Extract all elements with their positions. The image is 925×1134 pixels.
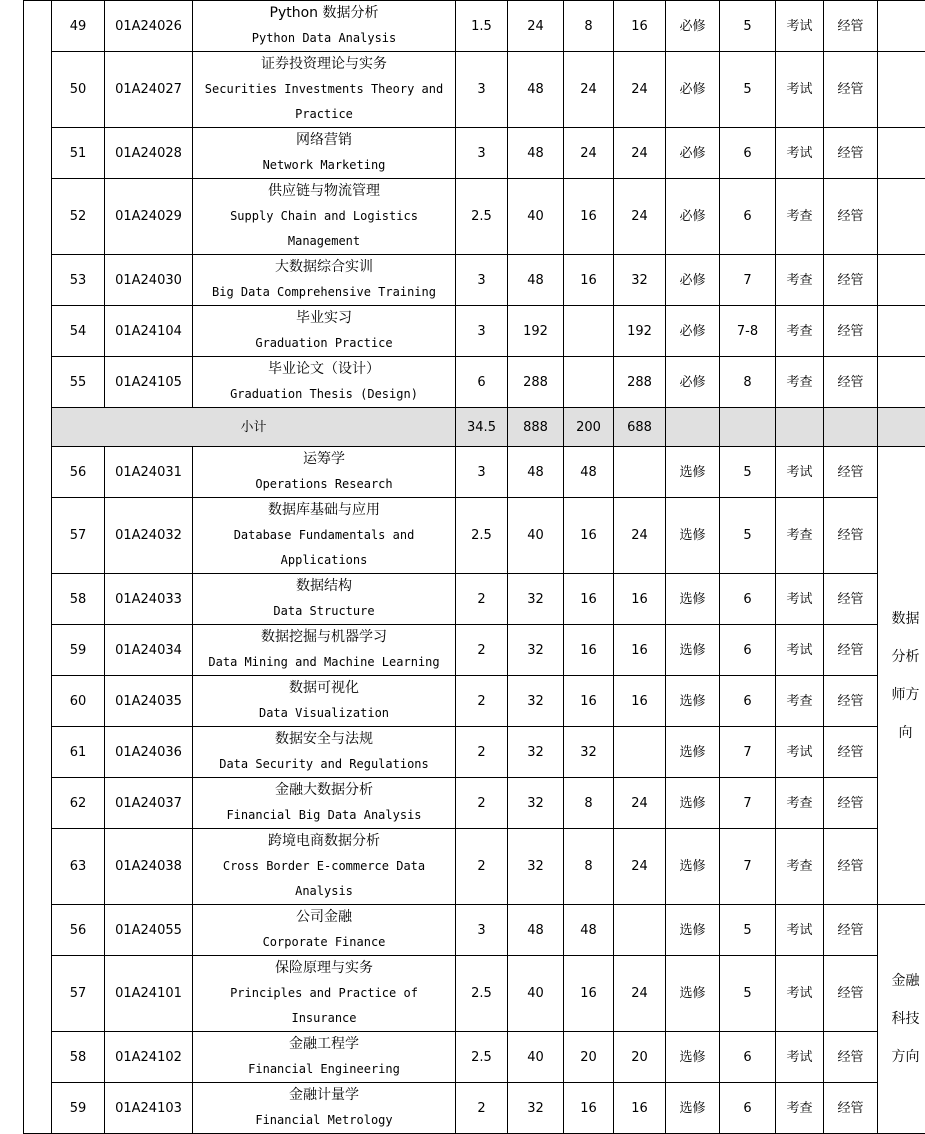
table-row (24, 676, 925, 727)
course-name-en: Financial Big Data Analysis (194, 803, 454, 828)
total-hours: 48 (508, 255, 564, 306)
assessment: 考查 (776, 676, 824, 727)
course-code: 01A24030 (105, 255, 193, 306)
row-number: 49 (52, 1, 105, 52)
theory-hours: 24 (564, 52, 614, 128)
subtotal-theory: 200 (564, 408, 614, 447)
practice-hours: 24 (614, 498, 666, 574)
total-hours: 48 (508, 52, 564, 128)
semester: 7 (720, 829, 776, 905)
course-code: 01A24027 (105, 52, 193, 128)
category-cell (24, 1, 52, 1134)
department: 经管 (824, 255, 878, 306)
semester: 5 (720, 447, 776, 498)
course-name-zh: 金融工程学 (194, 1032, 454, 1057)
course-type: 选修 (666, 905, 720, 956)
course-name-en: Principles and Practice of Insurance (194, 981, 454, 1031)
course-name-zh: 保险原理与实务 (194, 956, 454, 981)
course-name (193, 52, 456, 128)
theory-hours: 16 (564, 574, 614, 625)
department: 经管 (824, 498, 878, 574)
course-name (193, 306, 456, 357)
row-number: 56 (52, 447, 105, 498)
credit: 2 (456, 574, 508, 625)
department: 经管 (824, 574, 878, 625)
course-type: 选修 (666, 574, 720, 625)
course-code: 01A24028 (105, 128, 193, 179)
course-name (193, 905, 456, 956)
theory-hours: 8 (564, 1, 614, 52)
assessment: 考查 (776, 829, 824, 905)
practice-hours: 16 (614, 1, 666, 52)
table-row (24, 905, 925, 956)
row-number: 50 (52, 52, 105, 128)
row-number: 59 (52, 625, 105, 676)
course-name-zh: 数据安全与法规 (194, 727, 454, 752)
practice-hours: 24 (614, 778, 666, 829)
course-name-en: Data Mining and Machine Learning (194, 650, 454, 675)
course-name-zh: 证券投资理论与实务 (194, 52, 454, 77)
course-name-en: Operations Research (194, 472, 454, 497)
direction-cell (878, 179, 925, 255)
semester: 6 (720, 179, 776, 255)
practice-hours: 24 (614, 829, 666, 905)
semester: 7 (720, 778, 776, 829)
course-name (193, 956, 456, 1032)
assessment: 考查 (776, 357, 824, 408)
credit: 3 (456, 447, 508, 498)
department: 经管 (824, 676, 878, 727)
course-name-zh: 大数据综合实训 (194, 255, 454, 280)
course-name (193, 1032, 456, 1083)
semester: 5 (720, 52, 776, 128)
course-code: 01A24029 (105, 179, 193, 255)
course-type: 必修 (666, 52, 720, 128)
assessment: 考试 (776, 128, 824, 179)
theory-hours (564, 306, 614, 357)
total-hours: 32 (508, 676, 564, 727)
department: 经管 (824, 128, 878, 179)
course-code: 01A24035 (105, 676, 193, 727)
practice-hours (614, 447, 666, 498)
credit: 3 (456, 306, 508, 357)
table-row (24, 255, 925, 306)
subtotal-total: 888 (508, 408, 564, 447)
row-number: 58 (52, 1032, 105, 1083)
credit: 2 (456, 727, 508, 778)
semester: 8 (720, 357, 776, 408)
subtotal-empty (824, 408, 878, 447)
credit: 2 (456, 1083, 508, 1134)
course-type: 选修 (666, 498, 720, 574)
table-body (24, 1, 925, 1134)
table-row (24, 52, 925, 128)
table-row (24, 306, 925, 357)
direction-cell (878, 1, 925, 52)
table-row (24, 956, 925, 1032)
course-name-en: Data Structure (194, 599, 454, 624)
course-name-en: Database Fundamentals and Applications (194, 523, 454, 573)
department: 经管 (824, 905, 878, 956)
total-hours: 48 (508, 128, 564, 179)
credit: 2 (456, 676, 508, 727)
course-name-zh: 供应链与物流管理 (194, 179, 454, 204)
curriculum-table (23, 0, 925, 1134)
course-code: 01A24032 (105, 498, 193, 574)
table-row (24, 357, 925, 408)
course-code: 01A24102 (105, 1032, 193, 1083)
department: 经管 (824, 1032, 878, 1083)
semester: 5 (720, 1, 776, 52)
course-name-zh: 数据结构 (194, 574, 454, 599)
direction-fintech (878, 905, 925, 1134)
practice-hours: 20 (614, 1032, 666, 1083)
practice-hours: 24 (614, 128, 666, 179)
department: 经管 (824, 447, 878, 498)
course-type: 必修 (666, 357, 720, 408)
assessment: 考查 (776, 498, 824, 574)
course-code: 01A24033 (105, 574, 193, 625)
course-name-en: Network Marketing (194, 153, 454, 178)
credit: 2.5 (456, 498, 508, 574)
table-row (24, 574, 925, 625)
subtotal-empty (666, 408, 720, 447)
credit: 2 (456, 829, 508, 905)
course-code: 01A24105 (105, 357, 193, 408)
credit: 2.5 (456, 956, 508, 1032)
semester: 6 (720, 676, 776, 727)
row-number: 57 (52, 956, 105, 1032)
row-number: 58 (52, 574, 105, 625)
assessment: 考查 (776, 179, 824, 255)
course-code: 01A24104 (105, 306, 193, 357)
course-code: 01A24036 (105, 727, 193, 778)
semester: 7 (720, 255, 776, 306)
course-type: 选修 (666, 1032, 720, 1083)
subtotal-row (24, 408, 925, 447)
course-name-en: Cross Border E-commerce Data Analysis (194, 854, 454, 904)
course-name (193, 357, 456, 408)
course-name (193, 128, 456, 179)
course-name (193, 498, 456, 574)
semester: 5 (720, 956, 776, 1032)
practice-hours: 16 (614, 1083, 666, 1134)
semester: 7 (720, 727, 776, 778)
semester: 6 (720, 1032, 776, 1083)
direction-label: 金融 科技 方向 (892, 973, 920, 1065)
table-row (24, 625, 925, 676)
course-code: 01A24038 (105, 829, 193, 905)
row-number: 63 (52, 829, 105, 905)
row-number: 53 (52, 255, 105, 306)
assessment: 考试 (776, 905, 824, 956)
direction-cell (878, 357, 925, 408)
department: 经管 (824, 625, 878, 676)
practice-hours: 24 (614, 179, 666, 255)
theory-hours: 16 (564, 625, 614, 676)
course-type: 选修 (666, 447, 720, 498)
course-name-zh: 毕业论文（设计） (194, 357, 454, 382)
theory-hours: 8 (564, 778, 614, 829)
table-row (24, 447, 925, 498)
direction-cell (878, 306, 925, 357)
department: 经管 (824, 956, 878, 1032)
course-name (193, 829, 456, 905)
course-name (193, 1083, 456, 1134)
total-hours: 32 (508, 829, 564, 905)
theory-hours: 16 (564, 676, 614, 727)
row-number: 55 (52, 357, 105, 408)
course-name-en: Graduation Thesis (Design) (194, 382, 454, 407)
row-number: 57 (52, 498, 105, 574)
course-type: 必修 (666, 128, 720, 179)
department: 经管 (824, 357, 878, 408)
practice-hours: 16 (614, 574, 666, 625)
theory-hours: 48 (564, 447, 614, 498)
assessment: 考试 (776, 956, 824, 1032)
total-hours: 48 (508, 905, 564, 956)
table-row (24, 778, 925, 829)
subtotal-empty (776, 408, 824, 447)
course-name-zh: 数据库基础与应用 (194, 498, 454, 523)
credit: 3 (456, 255, 508, 306)
practice-hours: 24 (614, 956, 666, 1032)
credit: 2.5 (456, 1032, 508, 1083)
credit: 3 (456, 128, 508, 179)
semester: 6 (720, 1083, 776, 1134)
course-name (193, 255, 456, 306)
course-name-zh: 毕业实习 (194, 306, 454, 331)
theory-hours: 16 (564, 255, 614, 306)
department: 经管 (824, 306, 878, 357)
theory-hours: 16 (564, 498, 614, 574)
department: 经管 (824, 727, 878, 778)
direction-cell (878, 128, 925, 179)
course-type: 选修 (666, 676, 720, 727)
assessment: 考试 (776, 52, 824, 128)
department: 经管 (824, 829, 878, 905)
subtotal-empty (878, 408, 925, 447)
course-name-zh: 跨境电商数据分析 (194, 829, 454, 854)
course-type: 选修 (666, 778, 720, 829)
subtotal-credit: 34.5 (456, 408, 508, 447)
row-number: 52 (52, 179, 105, 255)
credit: 6 (456, 357, 508, 408)
semester: 7-8 (720, 306, 776, 357)
course-type: 选修 (666, 625, 720, 676)
assessment: 考查 (776, 1083, 824, 1134)
practice-hours: 16 (614, 676, 666, 727)
total-hours: 40 (508, 498, 564, 574)
course-type: 选修 (666, 956, 720, 1032)
course-name (193, 676, 456, 727)
practice-hours: 32 (614, 255, 666, 306)
course-name (193, 574, 456, 625)
course-name (193, 727, 456, 778)
total-hours: 32 (508, 625, 564, 676)
credit: 3 (456, 905, 508, 956)
theory-hours: 16 (564, 179, 614, 255)
course-type: 必修 (666, 1, 720, 52)
assessment: 考试 (776, 574, 824, 625)
course-name-en: Financial Metrology (194, 1108, 454, 1133)
semester: 6 (720, 625, 776, 676)
course-code: 01A24055 (105, 905, 193, 956)
total-hours: 32 (508, 778, 564, 829)
course-name-zh: 金融计量学 (194, 1083, 454, 1108)
course-type: 必修 (666, 179, 720, 255)
course-code: 01A24034 (105, 625, 193, 676)
practice-hours: 16 (614, 625, 666, 676)
department: 经管 (824, 52, 878, 128)
department: 经管 (824, 1083, 878, 1134)
row-number: 54 (52, 306, 105, 357)
credit: 2 (456, 625, 508, 676)
course-type: 选修 (666, 829, 720, 905)
course-name-en: Supply Chain and Logistics Management (194, 204, 454, 254)
practice-hours: 192 (614, 306, 666, 357)
course-type: 选修 (666, 727, 720, 778)
total-hours: 288 (508, 357, 564, 408)
course-name (193, 625, 456, 676)
course-name-zh: 数据可视化 (194, 676, 454, 701)
course-type: 选修 (666, 1083, 720, 1134)
table-row (24, 498, 925, 574)
subtotal-label: 小计 (52, 408, 456, 447)
total-hours: 32 (508, 574, 564, 625)
theory-hours: 24 (564, 128, 614, 179)
direction-label: 数据 分析 师方 向 (892, 611, 920, 741)
department: 经管 (824, 179, 878, 255)
course-code: 01A24037 (105, 778, 193, 829)
semester: 6 (720, 574, 776, 625)
course-name-en: Securities Investments Theory and Practice (194, 77, 454, 127)
table-row (24, 128, 925, 179)
course-code: 01A24031 (105, 447, 193, 498)
department: 经管 (824, 1, 878, 52)
course-name-zh: Python 数据分析 (194, 1, 454, 26)
practice-hours: 288 (614, 357, 666, 408)
course-code: 01A24103 (105, 1083, 193, 1134)
theory-hours: 8 (564, 829, 614, 905)
course-name-zh: 网络营销 (194, 128, 454, 153)
row-number: 60 (52, 676, 105, 727)
subtotal-practice: 688 (614, 408, 666, 447)
course-name (193, 1, 456, 52)
total-hours: 24 (508, 1, 564, 52)
direction-data-analyst (878, 447, 925, 905)
theory-hours: 16 (564, 1083, 614, 1134)
credit: 3 (456, 52, 508, 128)
table-row (24, 1032, 925, 1083)
assessment: 考查 (776, 306, 824, 357)
theory-hours: 16 (564, 956, 614, 1032)
row-number: 61 (52, 727, 105, 778)
total-hours: 40 (508, 1032, 564, 1083)
credit: 1.5 (456, 1, 508, 52)
department: 经管 (824, 778, 878, 829)
total-hours: 40 (508, 956, 564, 1032)
theory-hours (564, 357, 614, 408)
table-row (24, 1, 925, 52)
course-type: 必修 (666, 255, 720, 306)
semester: 5 (720, 498, 776, 574)
course-name-en: Data Security and Regulations (194, 752, 454, 777)
assessment: 考试 (776, 447, 824, 498)
course-name-en: Graduation Practice (194, 331, 454, 356)
semester: 5 (720, 905, 776, 956)
course-name-zh: 公司金融 (194, 905, 454, 930)
course-type: 必修 (666, 306, 720, 357)
assessment: 考试 (776, 727, 824, 778)
semester: 6 (720, 128, 776, 179)
table-row (24, 727, 925, 778)
direction-cell (878, 255, 925, 306)
assessment: 考查 (776, 778, 824, 829)
practice-hours: 24 (614, 52, 666, 128)
course-name-en: Data Visualization (194, 701, 454, 726)
course-name-en: Python Data Analysis (194, 26, 454, 51)
assessment: 考查 (776, 255, 824, 306)
theory-hours: 48 (564, 905, 614, 956)
credit: 2.5 (456, 179, 508, 255)
course-name (193, 447, 456, 498)
row-number: 62 (52, 778, 105, 829)
theory-hours: 32 (564, 727, 614, 778)
assessment: 考试 (776, 1032, 824, 1083)
row-number: 59 (52, 1083, 105, 1134)
credit: 2 (456, 778, 508, 829)
table-row (24, 1083, 925, 1134)
theory-hours: 20 (564, 1032, 614, 1083)
assessment: 考试 (776, 1, 824, 52)
total-hours: 32 (508, 1083, 564, 1134)
course-code: 01A24101 (105, 956, 193, 1032)
course-code: 01A24026 (105, 1, 193, 52)
practice-hours (614, 727, 666, 778)
total-hours: 40 (508, 179, 564, 255)
direction-cell (878, 52, 925, 128)
row-number: 56 (52, 905, 105, 956)
course-name-zh: 金融大数据分析 (194, 778, 454, 803)
practice-hours (614, 905, 666, 956)
total-hours: 48 (508, 447, 564, 498)
assessment: 考试 (776, 625, 824, 676)
table-row (24, 179, 925, 255)
table-row (24, 829, 925, 905)
course-name-en: Financial Engineering (194, 1057, 454, 1082)
course-name (193, 179, 456, 255)
course-name (193, 778, 456, 829)
course-name-zh: 数据挖掘与机器学习 (194, 625, 454, 650)
row-number: 51 (52, 128, 105, 179)
total-hours: 192 (508, 306, 564, 357)
course-name-zh: 运筹学 (194, 447, 454, 472)
subtotal-empty (720, 408, 776, 447)
course-name-en: Corporate Finance (194, 930, 454, 955)
total-hours: 32 (508, 727, 564, 778)
course-name-en: Big Data Comprehensive Training (194, 280, 454, 305)
